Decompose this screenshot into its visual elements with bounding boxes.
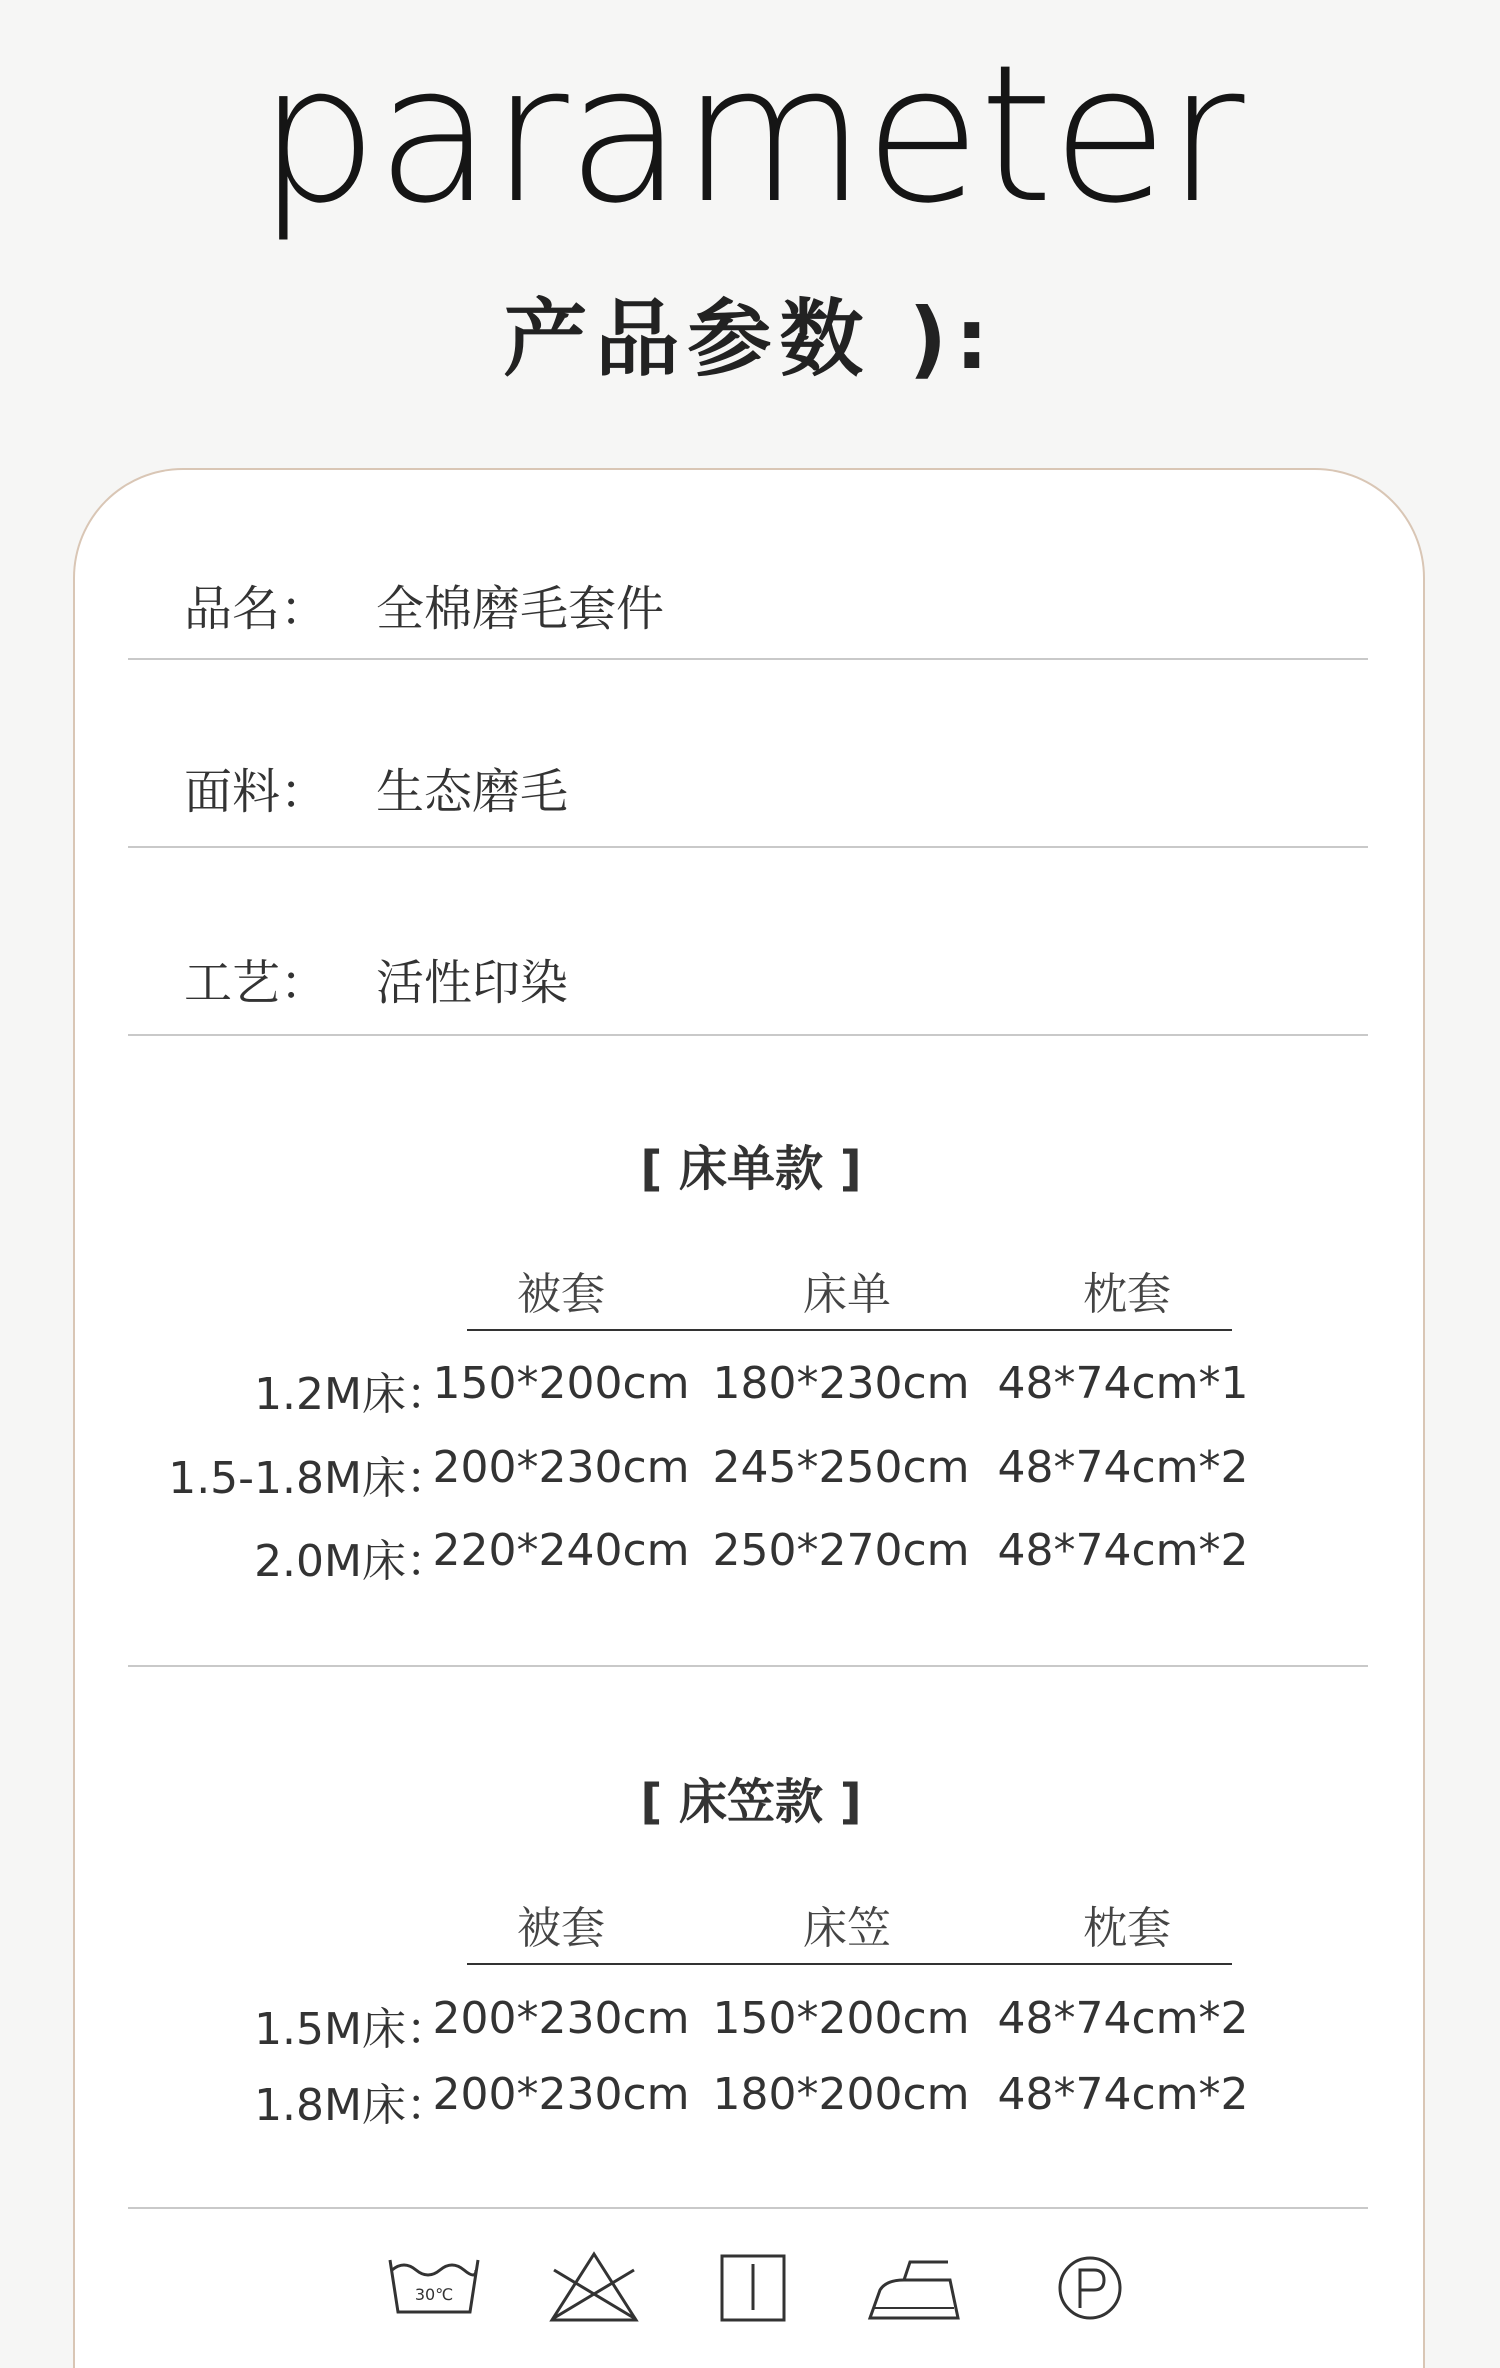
- row-label: 2.0M床：: [254, 1536, 450, 1587]
- table-cell: 48*74cm*2: [997, 1993, 1249, 2044]
- table-header: 枕套: [1083, 1269, 1171, 1320]
- table-cell: 200*230cm: [432, 1993, 690, 2044]
- professional-clean-p-icon: [1040, 2250, 1140, 2322]
- spec-row-name: [128, 470, 1368, 660]
- table-header-rule: [467, 1963, 1232, 1965]
- table-cell: 48*74cm*2: [997, 1442, 1249, 1493]
- table-cell: 150*200cm: [432, 1358, 690, 1409]
- table-header: 被套: [517, 1269, 605, 1320]
- hero-subtitle: 产品参数 ):: [503, 290, 997, 388]
- table-cell: 200*230cm: [432, 2069, 690, 2120]
- spec-value: 全棉磨毛套件: [376, 581, 665, 637]
- table-cell: 245*250cm: [712, 1442, 970, 1493]
- row-label: 1.2M床：: [254, 1369, 450, 1420]
- table-cell: 48*74cm*2: [997, 1525, 1249, 1576]
- spec-value: 活性印染: [376, 955, 569, 1011]
- table-header: 枕套: [1083, 1903, 1171, 1954]
- table-header: 被套: [517, 1903, 605, 1954]
- sheet-set-title: [ 床单款 ]: [640, 1141, 862, 1197]
- iron-icon: [864, 2250, 964, 2322]
- section-divider: [128, 2207, 1368, 2209]
- table-cell: 48*74cm*1: [997, 1358, 1249, 1409]
- spec-value: 生态磨毛: [376, 764, 569, 820]
- care-icons-row: [0, 2250, 1500, 2322]
- table-cell: 220*240cm: [432, 1525, 690, 1576]
- spec-row-fabric: [128, 658, 1368, 848]
- row-label: 1.8M床：: [254, 2080, 450, 2131]
- spec-key: 面料：: [184, 764, 329, 820]
- spec-key: 品名：: [184, 581, 329, 637]
- table-cell: 250*270cm: [712, 1525, 970, 1576]
- section-divider: [128, 1665, 1368, 1667]
- table-header: 床单: [803, 1269, 891, 1320]
- hero-title: parameter: [257, 24, 1243, 245]
- no-bleach-icon: [544, 2250, 644, 2322]
- table-cell: 48*74cm*2: [997, 2069, 1249, 2120]
- table-cell: 200*230cm: [432, 1442, 690, 1493]
- table-cell: 180*230cm: [712, 1358, 970, 1409]
- table-cell: 150*200cm: [712, 1993, 970, 2044]
- fitted-set-title: [ 床笠款 ]: [640, 1774, 862, 1830]
- row-label: 1.5M床：: [254, 2004, 450, 2055]
- wash-temp-label: 30℃: [414, 2285, 454, 2304]
- wash-30-icon: [384, 2250, 484, 2322]
- spec-row-process: [128, 846, 1368, 1036]
- parameter-card: [73, 468, 1425, 2368]
- table-cell: 180*200cm: [712, 2069, 970, 2120]
- table-header: 床笠: [803, 1903, 891, 1954]
- table-header-rule: [467, 1329, 1232, 1331]
- spec-key: 工艺：: [184, 955, 329, 1011]
- line-dry-icon: [704, 2250, 804, 2322]
- row-label: 1.5-1.8M床：: [168, 1453, 450, 1504]
